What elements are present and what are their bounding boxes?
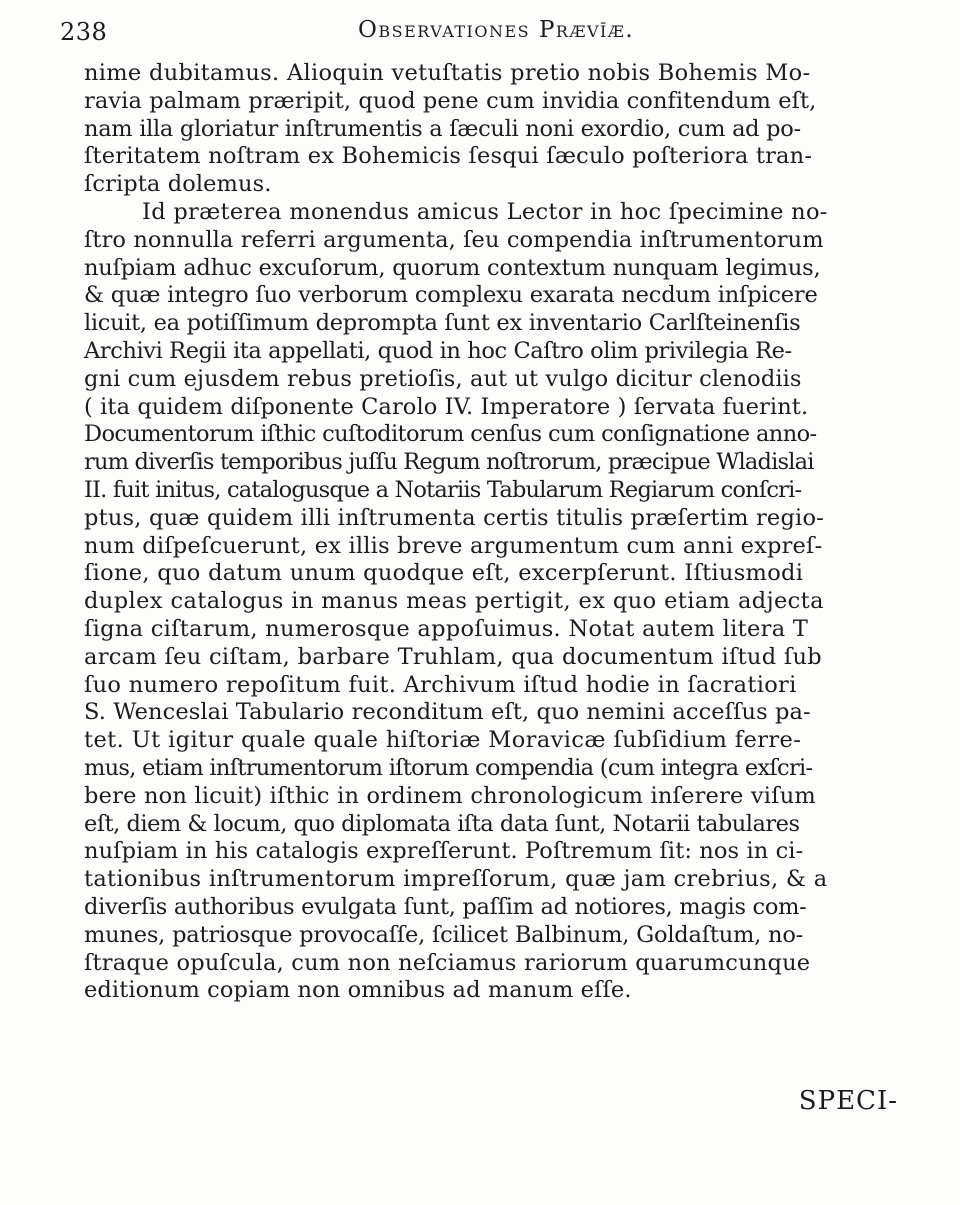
text-line: duplex catalogus in manus meas pertigit, ex quo etiam adjecta bbox=[84, 588, 824, 615]
text-line: licuit, ea potiſſimum deprompta ſunt ex inventario Carlſteinenſis bbox=[84, 310, 801, 337]
text-line: mus, etiam inſtrumentorum iſtorum compendia (cum integra exſcri- bbox=[84, 754, 813, 781]
text-line: nuſpiam adhuc excuſorum, quorum contextum nunquam legimus, bbox=[84, 254, 821, 281]
text-line: & quæ integro ſuo verborum complexu exarata necdum inſpicere bbox=[84, 282, 818, 309]
page-number: 238 bbox=[60, 18, 108, 46]
body-text bbox=[84, 60, 899, 1005]
text-line: ſcripta dolemus. bbox=[84, 171, 272, 198]
text-line: ptus, quæ quidem illi inſtrumenta certis titulis præſertim regio- bbox=[84, 504, 824, 531]
text-line: ſtraque opuſcula, cum non neſciamus rariorum quarumcunque bbox=[84, 949, 811, 976]
text-line: tet. Ut igitur quale quale hiſtoriæ Moravicæ ſubſidium ferre- bbox=[84, 727, 802, 754]
text-line: ( ita quidem diſponente Carolo IV. Imperatore ) ſervata fuerint. bbox=[84, 393, 809, 420]
text-line: Documentorum iſthic cuſtoditorum cenſus cum conſignatione anno- bbox=[84, 421, 817, 448]
text-line: ſteritatem noſtram ex Bohemicis ſesqui ſæculo poſteriora tran- bbox=[84, 143, 813, 170]
page-header bbox=[60, 8, 920, 48]
text-line: ſtro nonnulla referri argumenta, ſeu compendia inſtrumentorum bbox=[84, 226, 824, 253]
text-line: ſione, quo datum unum quodque eſt, excerpſerunt. Iſtiusmodi bbox=[84, 560, 804, 587]
text-line: ravia palmam præripit, quod pene cum invidia confitendum eſt, bbox=[84, 87, 817, 114]
text-line: diverſis authoribus evulgata ſunt, paſſim ad notiores, magis com- bbox=[84, 893, 807, 920]
text-line: Archivi Regii ita appellati, quod in hoc Caſtro olim privilegia Re- bbox=[84, 337, 792, 364]
catchword: SPECI- bbox=[798, 1086, 898, 1116]
text-line: rum diverſis temporibus juſſu Regum noſtrorum, præcipue Wladislai bbox=[84, 449, 814, 476]
running-head: Observationes Prævīæ. bbox=[358, 17, 635, 43]
text-line: num diſpeſcuerunt, ex illis breve argumentum cum anni expreſ- bbox=[84, 532, 823, 559]
text-line: ſuo numero repoſitum fuit. Archivum iſtud hodie in ſacratiori bbox=[84, 671, 797, 698]
paragraph-first-line: Id præterea monendus amicus Lector in hoc ſpecimine no- bbox=[142, 198, 828, 225]
text-line: ſigna ciſtarum, numerosque appoſuimus. Notat autem litera T bbox=[84, 615, 809, 642]
text-line: arcam ſeu ciſtam, barbare Truhlam, qua documentum iſtud ſub bbox=[84, 643, 822, 670]
text-line: eſt, diem & locum, quo diplomata iſta data ſunt, Notarii tabulares bbox=[84, 810, 800, 837]
text-line: nam illa gloriatur inſtrumentis a ſæculi noni exordio, cum ad po- bbox=[84, 115, 801, 142]
text-line: editionum copiam non omnibus ad manum eſſe. bbox=[84, 977, 632, 1004]
text-line: munes, patriosque provocaſſe, ſcilicet Balbinum, Goldaſtum, no- bbox=[84, 921, 804, 948]
text-line: tationibus inſtrumentorum impreſſorum, quæ jam crebrius, & a bbox=[84, 866, 828, 893]
text-line: S. Wenceslai Tabulario reconditum eſt, quo nemini acceſſus pa- bbox=[84, 699, 811, 726]
text-line: nuſpiam in his catalogis expreſſerunt. Poſtremum ſit: nos in ci- bbox=[84, 838, 804, 865]
text-line: II. fuit initus, catalogusque a Notariis Tabularum Regiarum conſcri- bbox=[84, 476, 802, 503]
text-line: gni cum ejusdem rebus pretioſis, aut ut vulgo dicitur clenodiis bbox=[84, 365, 802, 392]
text-line: bere non licuit) iſthic in ordinem chronologicum inſerere viſum bbox=[84, 782, 816, 809]
text-line: nime dubitamus. Alioquin vetuſtatis pretio nobis Bohemis Mo- bbox=[84, 60, 811, 86]
